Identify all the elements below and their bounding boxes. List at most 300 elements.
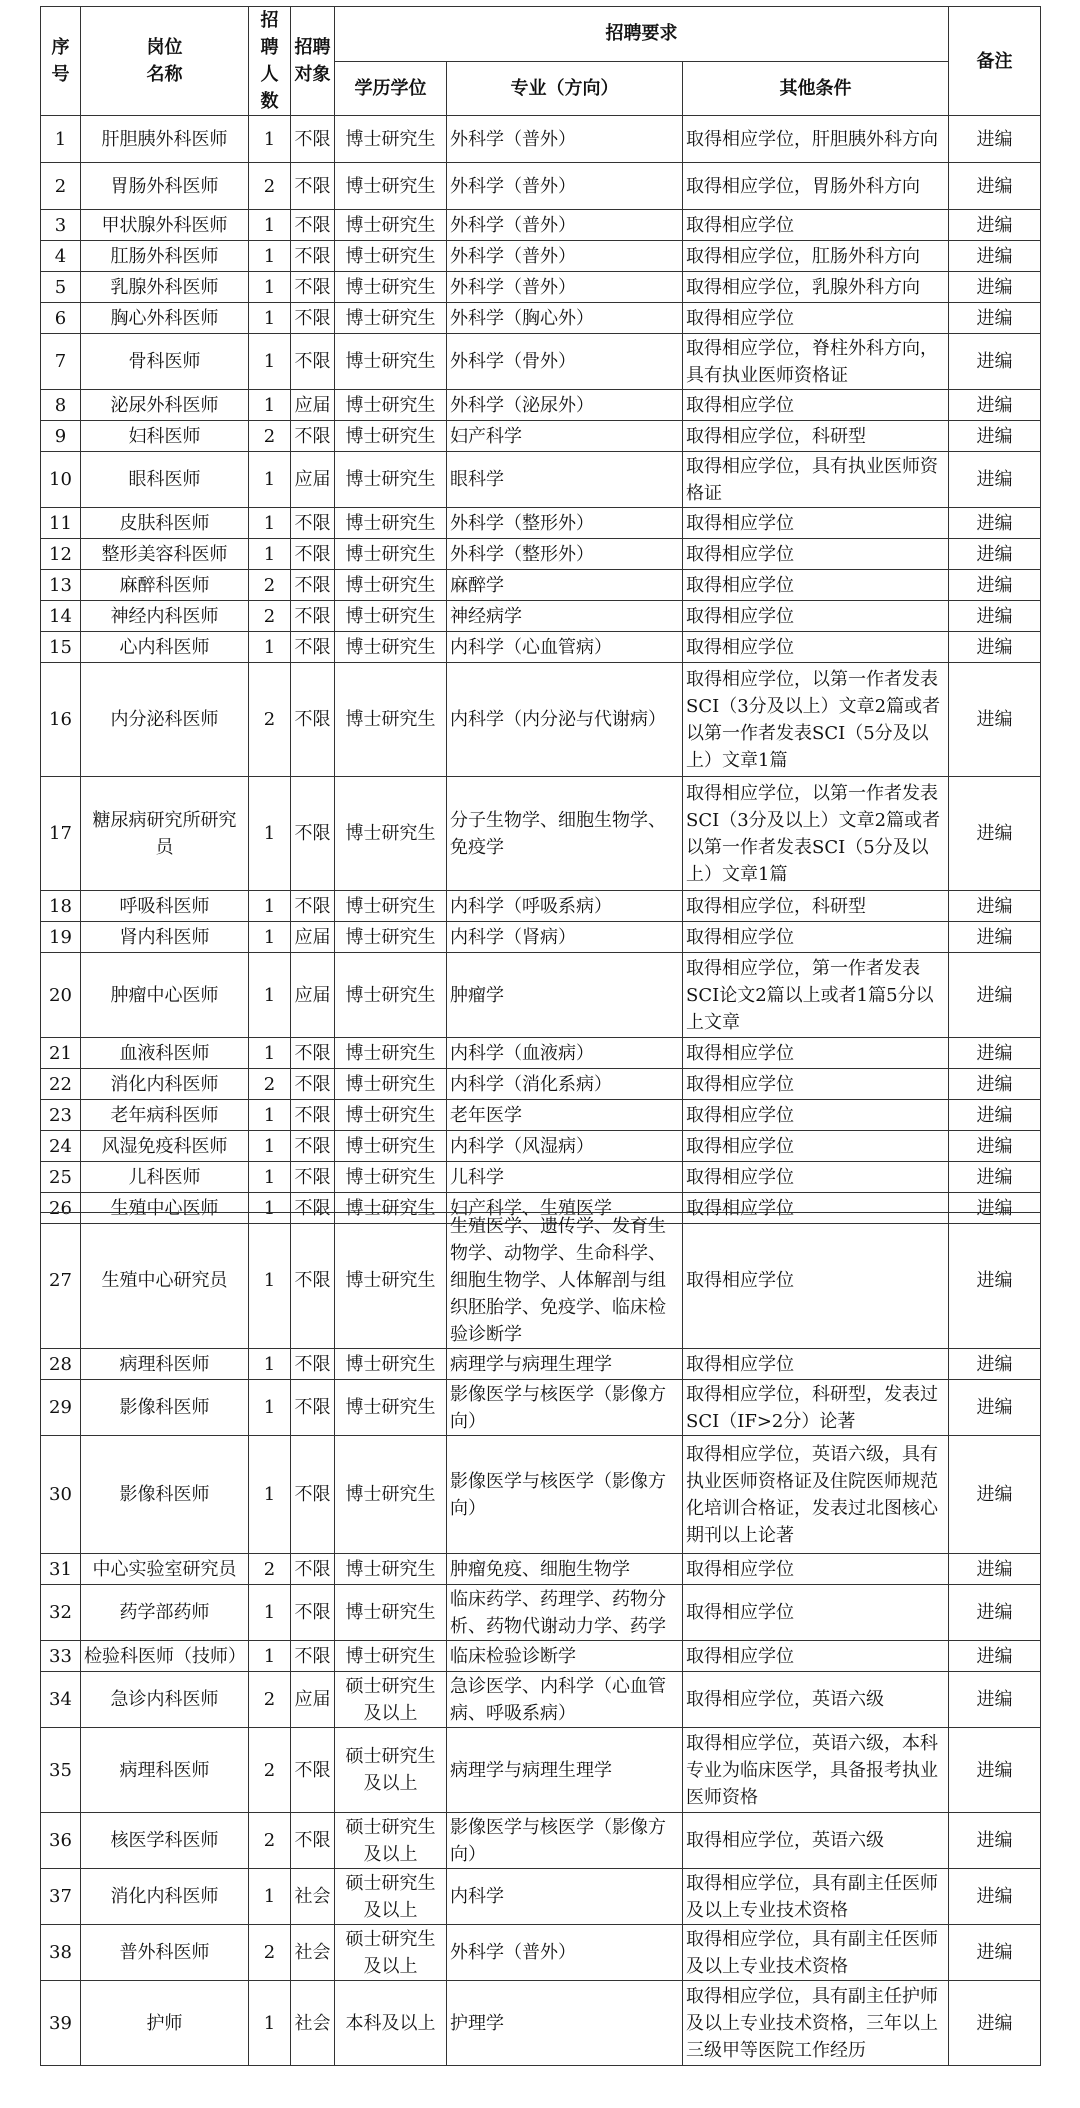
table-row	[41, 1069, 1041, 1100]
row-major: 肿瘤学	[447, 953, 683, 1038]
row-post: 糖尿病研究所研究员	[81, 777, 249, 891]
row-education: 博士研究生	[335, 1380, 447, 1436]
row-education: 硕士研究生及以上	[335, 1925, 447, 1981]
row-note: 进编	[949, 1038, 1041, 1069]
row-education: 博士研究生	[335, 421, 447, 452]
row-target: 不限	[291, 1641, 335, 1672]
row-post: 核医学科医师	[81, 1813, 249, 1869]
row-education: 博士研究生	[335, 116, 447, 163]
row-major: 外科学（胸心外）	[447, 303, 683, 334]
row-major: 外科学（普外）	[447, 210, 683, 241]
row-education: 博士研究生	[335, 539, 447, 570]
row-target: 应届	[291, 452, 335, 508]
row-seq: 6	[41, 303, 81, 334]
row-seq: 12	[41, 539, 81, 570]
row-education: 博士研究生	[335, 663, 447, 777]
row-seq: 5	[41, 272, 81, 303]
row-education: 硕士研究生及以上	[335, 1728, 447, 1813]
row-count: 2	[249, 421, 291, 452]
row-count: 1	[249, 777, 291, 891]
row-count: 2	[249, 1925, 291, 1981]
row-seq: 22	[41, 1069, 81, 1100]
row-target: 社会	[291, 1925, 335, 1981]
row-seq: 28	[41, 1349, 81, 1380]
row-post: 泌尿外科医师	[81, 390, 249, 421]
row-note: 进编	[949, 953, 1041, 1038]
row-post: 乳腺外科医师	[81, 272, 249, 303]
row-target: 不限	[291, 334, 335, 390]
row-other: 取得相应学位，第一作者发表SCI论文2篇以上或者1篇5分以上文章	[683, 953, 949, 1038]
table-row	[41, 663, 1041, 777]
row-post: 急诊内科医师	[81, 1672, 249, 1728]
table-row	[41, 116, 1041, 163]
table-row	[41, 1813, 1041, 1869]
header-target: 招聘 对象	[291, 7, 335, 116]
row-note: 进编	[949, 1162, 1041, 1193]
table-row	[41, 1554, 1041, 1585]
row-major: 外科学（普外）	[447, 1925, 683, 1981]
row-seq: 8	[41, 390, 81, 421]
row-note: 进编	[949, 303, 1041, 334]
row-count: 2	[249, 663, 291, 777]
row-other: 取得相应学位	[683, 303, 949, 334]
table-row	[41, 241, 1041, 272]
row-count: 1	[249, 452, 291, 508]
row-education: 博士研究生	[335, 1554, 447, 1585]
row-target: 不限	[291, 508, 335, 539]
row-count: 2	[249, 1813, 291, 1869]
row-education: 博士研究生	[335, 334, 447, 390]
row-major: 外科学（整形外）	[447, 508, 683, 539]
header-post: 岗位 名称	[81, 7, 249, 116]
row-other: 取得相应学位	[683, 1641, 949, 1672]
row-post: 皮肤科医师	[81, 508, 249, 539]
row-major: 内科学	[447, 1869, 683, 1925]
row-note: 进编	[949, 452, 1041, 508]
row-count: 2	[249, 1672, 291, 1728]
row-post: 检验科医师（技师）	[81, 1641, 249, 1672]
row-post: 肝胆胰外科医师	[81, 116, 249, 163]
row-other: 取得相应学位，胃肠外科方向	[683, 163, 949, 210]
row-education: 博士研究生	[335, 210, 447, 241]
row-seq: 32	[41, 1585, 81, 1641]
row-seq: 16	[41, 663, 81, 777]
row-post: 影像科医师	[81, 1380, 249, 1436]
row-major: 内科学（内分泌与代谢病）	[447, 663, 683, 777]
row-major: 外科学（骨外）	[447, 334, 683, 390]
row-target: 不限	[291, 241, 335, 272]
row-post: 麻醉科医师	[81, 570, 249, 601]
table-row	[41, 1436, 1041, 1554]
row-post: 呼吸科医师	[81, 891, 249, 922]
row-seq: 2	[41, 163, 81, 210]
row-count: 1	[249, 953, 291, 1038]
row-major: 急诊医学、内科学（心血管病、呼吸系病）	[447, 1672, 683, 1728]
row-other: 取得相应学位	[683, 1213, 949, 1349]
row-target: 不限	[291, 663, 335, 777]
row-note: 进编	[949, 539, 1041, 570]
row-major: 临床检验诊断学	[447, 1641, 683, 1672]
row-education: 博士研究生	[335, 1069, 447, 1100]
header-major: 专业（方向）	[447, 61, 683, 116]
header-education: 学历学位	[335, 61, 447, 116]
row-seq: 21	[41, 1038, 81, 1069]
row-count: 1	[249, 539, 291, 570]
row-note: 进编	[949, 1869, 1041, 1925]
row-major: 内科学（消化系病）	[447, 1069, 683, 1100]
row-note: 进编	[949, 1069, 1041, 1100]
row-major: 生殖医学、遗传学、发育生物学、动物学、生命科学、细胞生物学、人体解剖与组织胚胎学、免疫学、临床检验诊断学	[447, 1213, 683, 1349]
row-major: 病理学与病理生理学	[447, 1349, 683, 1380]
row-post: 肾内科医师	[81, 922, 249, 953]
row-other: 取得相应学位，乳腺外科方向	[683, 272, 949, 303]
row-post: 消化内科医师	[81, 1069, 249, 1100]
row-post: 普外科医师	[81, 1925, 249, 1981]
table-row	[41, 508, 1041, 539]
row-note: 进编	[949, 1641, 1041, 1672]
row-count: 1	[249, 1349, 291, 1380]
row-target: 不限	[291, 1349, 335, 1380]
row-note: 进编	[949, 116, 1041, 163]
row-note: 进编	[949, 1131, 1041, 1162]
row-count: 1	[249, 508, 291, 539]
row-education: 博士研究生	[335, 163, 447, 210]
row-seq: 11	[41, 508, 81, 539]
row-other: 取得相应学位	[683, 632, 949, 663]
row-major: 外科学（普外）	[447, 116, 683, 163]
row-other: 取得相应学位，英语六级，本科专业为临床医学，具备报考执业医师资格	[683, 1728, 949, 1813]
table-row	[41, 922, 1041, 953]
table-row	[41, 953, 1041, 1038]
row-target: 不限	[291, 632, 335, 663]
row-other: 取得相应学位	[683, 210, 949, 241]
row-seq: 36	[41, 1813, 81, 1869]
row-seq: 18	[41, 891, 81, 922]
row-other: 取得相应学位	[683, 1554, 949, 1585]
row-note: 进编	[949, 570, 1041, 601]
row-education: 博士研究生	[335, 508, 447, 539]
row-major: 妇产科学	[447, 421, 683, 452]
table-row	[41, 452, 1041, 508]
table-row	[41, 1925, 1041, 1981]
row-target: 不限	[291, 1436, 335, 1554]
row-note: 进编	[949, 1349, 1041, 1380]
row-education: 博士研究生	[335, 1100, 447, 1131]
row-education: 博士研究生	[335, 303, 447, 334]
row-count: 1	[249, 1213, 291, 1349]
row-post: 风湿免疫科医师	[81, 1131, 249, 1162]
row-other: 取得相应学位，具有副主任护师及以上专业技术资格，三年以上三级甲等医院工作经历	[683, 1981, 949, 2066]
row-other: 取得相应学位	[683, 570, 949, 601]
row-other: 取得相应学位，科研型	[683, 421, 949, 452]
row-other: 取得相应学位	[683, 1585, 949, 1641]
table-row	[41, 570, 1041, 601]
row-seq: 9	[41, 421, 81, 452]
row-target: 不限	[291, 1193, 335, 1224]
row-other: 取得相应学位，科研型	[683, 891, 949, 922]
row-post: 肛肠外科医师	[81, 241, 249, 272]
row-post: 药学部药师	[81, 1585, 249, 1641]
table-row	[41, 1869, 1041, 1925]
row-target: 不限	[291, 601, 335, 632]
row-count: 1	[249, 1585, 291, 1641]
row-seq: 31	[41, 1554, 81, 1585]
row-target: 不限	[291, 1100, 335, 1131]
row-major: 眼科学	[447, 452, 683, 508]
table-row	[41, 1349, 1041, 1380]
row-note: 进编	[949, 663, 1041, 777]
row-education: 硕士研究生及以上	[335, 1813, 447, 1869]
row-education: 博士研究生	[335, 452, 447, 508]
row-target: 不限	[291, 1380, 335, 1436]
row-post: 胸心外科医师	[81, 303, 249, 334]
row-major: 内科学（肾病）	[447, 922, 683, 953]
row-education: 博士研究生	[335, 1038, 447, 1069]
row-education: 博士研究生	[335, 1436, 447, 1554]
row-other: 取得相应学位，以第一作者发表SCI（3分及以上）文章2篇或者以第一作者发表SCI（5分及以上）文章1篇	[683, 663, 949, 777]
row-education: 博士研究生	[335, 891, 447, 922]
row-other: 取得相应学位，肛肠外科方向	[683, 241, 949, 272]
row-note: 进编	[949, 922, 1041, 953]
row-education: 博士研究生	[335, 570, 447, 601]
table-row	[41, 1038, 1041, 1069]
row-seq: 17	[41, 777, 81, 891]
row-post: 消化内科医师	[81, 1869, 249, 1925]
row-post: 神经内科医师	[81, 601, 249, 632]
row-major: 外科学（整形外）	[447, 539, 683, 570]
row-major: 分子生物学、细胞生物学、免疫学	[447, 777, 683, 891]
row-post: 骨科医师	[81, 334, 249, 390]
row-other: 取得相应学位	[683, 508, 949, 539]
row-count: 1	[249, 632, 291, 663]
row-education: 博士研究生	[335, 1585, 447, 1641]
table-row	[41, 1728, 1041, 1813]
row-target: 不限	[291, 272, 335, 303]
row-other: 取得相应学位，具有副主任医师及以上专业技术资格	[683, 1925, 949, 1981]
row-education: 博士研究生	[335, 601, 447, 632]
row-target: 不限	[291, 1131, 335, 1162]
row-note: 进编	[949, 1100, 1041, 1131]
row-target: 不限	[291, 1213, 335, 1349]
row-count: 1	[249, 1100, 291, 1131]
table-row	[41, 539, 1041, 570]
row-seq: 23	[41, 1100, 81, 1131]
row-education: 博士研究生	[335, 1641, 447, 1672]
row-count: 2	[249, 570, 291, 601]
row-count: 1	[249, 1869, 291, 1925]
row-major: 护理学	[447, 1981, 683, 2066]
header-other: 其他条件	[683, 61, 949, 116]
table-row	[41, 777, 1041, 891]
row-seq: 19	[41, 922, 81, 953]
row-target: 不限	[291, 1069, 335, 1100]
row-major: 老年医学	[447, 1100, 683, 1131]
row-education: 博士研究生	[335, 1213, 447, 1349]
row-major: 内科学（心血管病）	[447, 632, 683, 663]
row-other: 取得相应学位，具有副主任医师及以上专业技术资格	[683, 1869, 949, 1925]
row-education: 博士研究生	[335, 922, 447, 953]
row-post: 老年病科医师	[81, 1100, 249, 1131]
row-target: 不限	[291, 1813, 335, 1869]
row-major: 内科学（风湿病）	[447, 1131, 683, 1162]
row-post: 甲状腺外科医师	[81, 210, 249, 241]
row-education: 博士研究生	[335, 1131, 447, 1162]
row-count: 1	[249, 891, 291, 922]
row-seq: 13	[41, 570, 81, 601]
row-target: 不限	[291, 1728, 335, 1813]
row-note: 进编	[949, 163, 1041, 210]
header-requirements: 招聘要求	[335, 7, 949, 62]
row-note: 进编	[949, 241, 1041, 272]
row-other: 取得相应学位，以第一作者发表SCI（3分及以上）文章2篇或者以第一作者发表SCI（5分及以上）文章1篇	[683, 777, 949, 891]
row-count: 2	[249, 163, 291, 210]
row-post: 整形美容科医师	[81, 539, 249, 570]
table-row	[41, 1100, 1041, 1131]
row-education: 博士研究生	[335, 390, 447, 421]
row-seq: 35	[41, 1728, 81, 1813]
row-target: 社会	[291, 1869, 335, 1925]
row-major: 外科学（普外）	[447, 163, 683, 210]
row-education: 硕士研究生及以上	[335, 1869, 447, 1925]
row-education: 硕士研究生及以上	[335, 1672, 447, 1728]
table-row	[41, 601, 1041, 632]
row-target: 不限	[291, 1585, 335, 1641]
recruitment-table-part2	[40, 1212, 1040, 2066]
row-post: 胃肠外科医师	[81, 163, 249, 210]
row-count: 1	[249, 116, 291, 163]
row-other: 取得相应学位，肝胆胰外科方向	[683, 116, 949, 163]
table-row	[41, 163, 1041, 210]
row-seq: 1	[41, 116, 81, 163]
row-note: 进编	[949, 210, 1041, 241]
row-other: 取得相应学位，具有执业医师资格证	[683, 452, 949, 508]
recruitment-table-part1	[40, 6, 1040, 1224]
row-other: 取得相应学位	[683, 539, 949, 570]
row-post: 肿瘤中心医师	[81, 953, 249, 1038]
row-other: 取得相应学位	[683, 1100, 949, 1131]
row-target: 不限	[291, 210, 335, 241]
table-row	[41, 1162, 1041, 1193]
row-seq: 30	[41, 1436, 81, 1554]
row-post: 心内科医师	[81, 632, 249, 663]
row-post: 病理科医师	[81, 1728, 249, 1813]
row-count: 1	[249, 272, 291, 303]
row-seq: 39	[41, 1981, 81, 2066]
table-row	[41, 1981, 1041, 2066]
row-post: 生殖中心医师	[81, 1193, 249, 1224]
row-education: 本科及以上	[335, 1981, 447, 2066]
row-note: 进编	[949, 601, 1041, 632]
row-seq: 29	[41, 1380, 81, 1436]
row-education: 博士研究生	[335, 1349, 447, 1380]
header-note: 备注	[949, 7, 1041, 116]
row-target: 不限	[291, 1554, 335, 1585]
row-target: 不限	[291, 777, 335, 891]
row-other: 取得相应学位	[683, 1038, 949, 1069]
row-seq: 38	[41, 1925, 81, 1981]
table-row	[41, 210, 1041, 241]
row-count: 2	[249, 601, 291, 632]
row-note: 进编	[949, 1728, 1041, 1813]
row-note: 进编	[949, 421, 1041, 452]
table-row	[41, 390, 1041, 421]
row-count: 1	[249, 303, 291, 334]
row-seq: 4	[41, 241, 81, 272]
row-count: 1	[249, 1380, 291, 1436]
row-count: 1	[249, 1641, 291, 1672]
row-count: 1	[249, 390, 291, 421]
row-note: 进编	[949, 334, 1041, 390]
row-other: 取得相应学位，脊柱外科方向，具有执业医师资格证	[683, 334, 949, 390]
row-note: 进编	[949, 1981, 1041, 2066]
row-note: 进编	[949, 1436, 1041, 1554]
table-row	[41, 1213, 1041, 1349]
row-count: 1	[249, 241, 291, 272]
row-other: 取得相应学位，科研型，发表过SCI（IF>2分）论著	[683, 1380, 949, 1436]
row-seq: 20	[41, 953, 81, 1038]
row-count: 1	[249, 1131, 291, 1162]
row-count: 1	[249, 334, 291, 390]
row-post: 护师	[81, 1981, 249, 2066]
row-post: 儿科医师	[81, 1162, 249, 1193]
row-education: 博士研究生	[335, 777, 447, 891]
row-major: 影像医学与核医学（影像方向）	[447, 1380, 683, 1436]
row-seq: 26	[41, 1193, 81, 1224]
table-row	[41, 1585, 1041, 1641]
row-other: 取得相应学位	[683, 1069, 949, 1100]
row-note: 进编	[949, 1554, 1041, 1585]
row-other: 取得相应学位	[683, 1349, 949, 1380]
row-note: 进编	[949, 272, 1041, 303]
row-post: 影像科医师	[81, 1436, 249, 1554]
row-target: 社会	[291, 1981, 335, 2066]
row-post: 内分泌科医师	[81, 663, 249, 777]
row-education: 博士研究生	[335, 272, 447, 303]
row-seq: 7	[41, 334, 81, 390]
row-target: 不限	[291, 303, 335, 334]
row-target: 应届	[291, 390, 335, 421]
row-target: 不限	[291, 570, 335, 601]
row-count: 1	[249, 1193, 291, 1224]
row-seq: 33	[41, 1641, 81, 1672]
row-target: 应届	[291, 953, 335, 1038]
row-major: 临床药学、药理学、药物分析、药物代谢动力学、药学	[447, 1585, 683, 1641]
row-seq: 10	[41, 452, 81, 508]
row-target: 不限	[291, 891, 335, 922]
row-major: 外科学（泌尿外）	[447, 390, 683, 421]
row-count: 1	[249, 1436, 291, 1554]
row-target: 不限	[291, 116, 335, 163]
row-target: 应届	[291, 1672, 335, 1728]
row-seq: 15	[41, 632, 81, 663]
table-row	[41, 421, 1041, 452]
row-post: 妇科医师	[81, 421, 249, 452]
row-post: 血液科医师	[81, 1038, 249, 1069]
row-count: 1	[249, 1162, 291, 1193]
row-major: 外科学（普外）	[447, 272, 683, 303]
row-target: 不限	[291, 1038, 335, 1069]
table-row	[41, 334, 1041, 390]
row-other: 取得相应学位	[683, 390, 949, 421]
row-count: 1	[249, 210, 291, 241]
row-education: 博士研究生	[335, 953, 447, 1038]
row-major: 内科学（呼吸系病）	[447, 891, 683, 922]
row-education: 博士研究生	[335, 1162, 447, 1193]
header-seq: 序号	[41, 7, 81, 116]
row-note: 进编	[949, 508, 1041, 539]
row-seq: 37	[41, 1869, 81, 1925]
row-post: 眼科医师	[81, 452, 249, 508]
